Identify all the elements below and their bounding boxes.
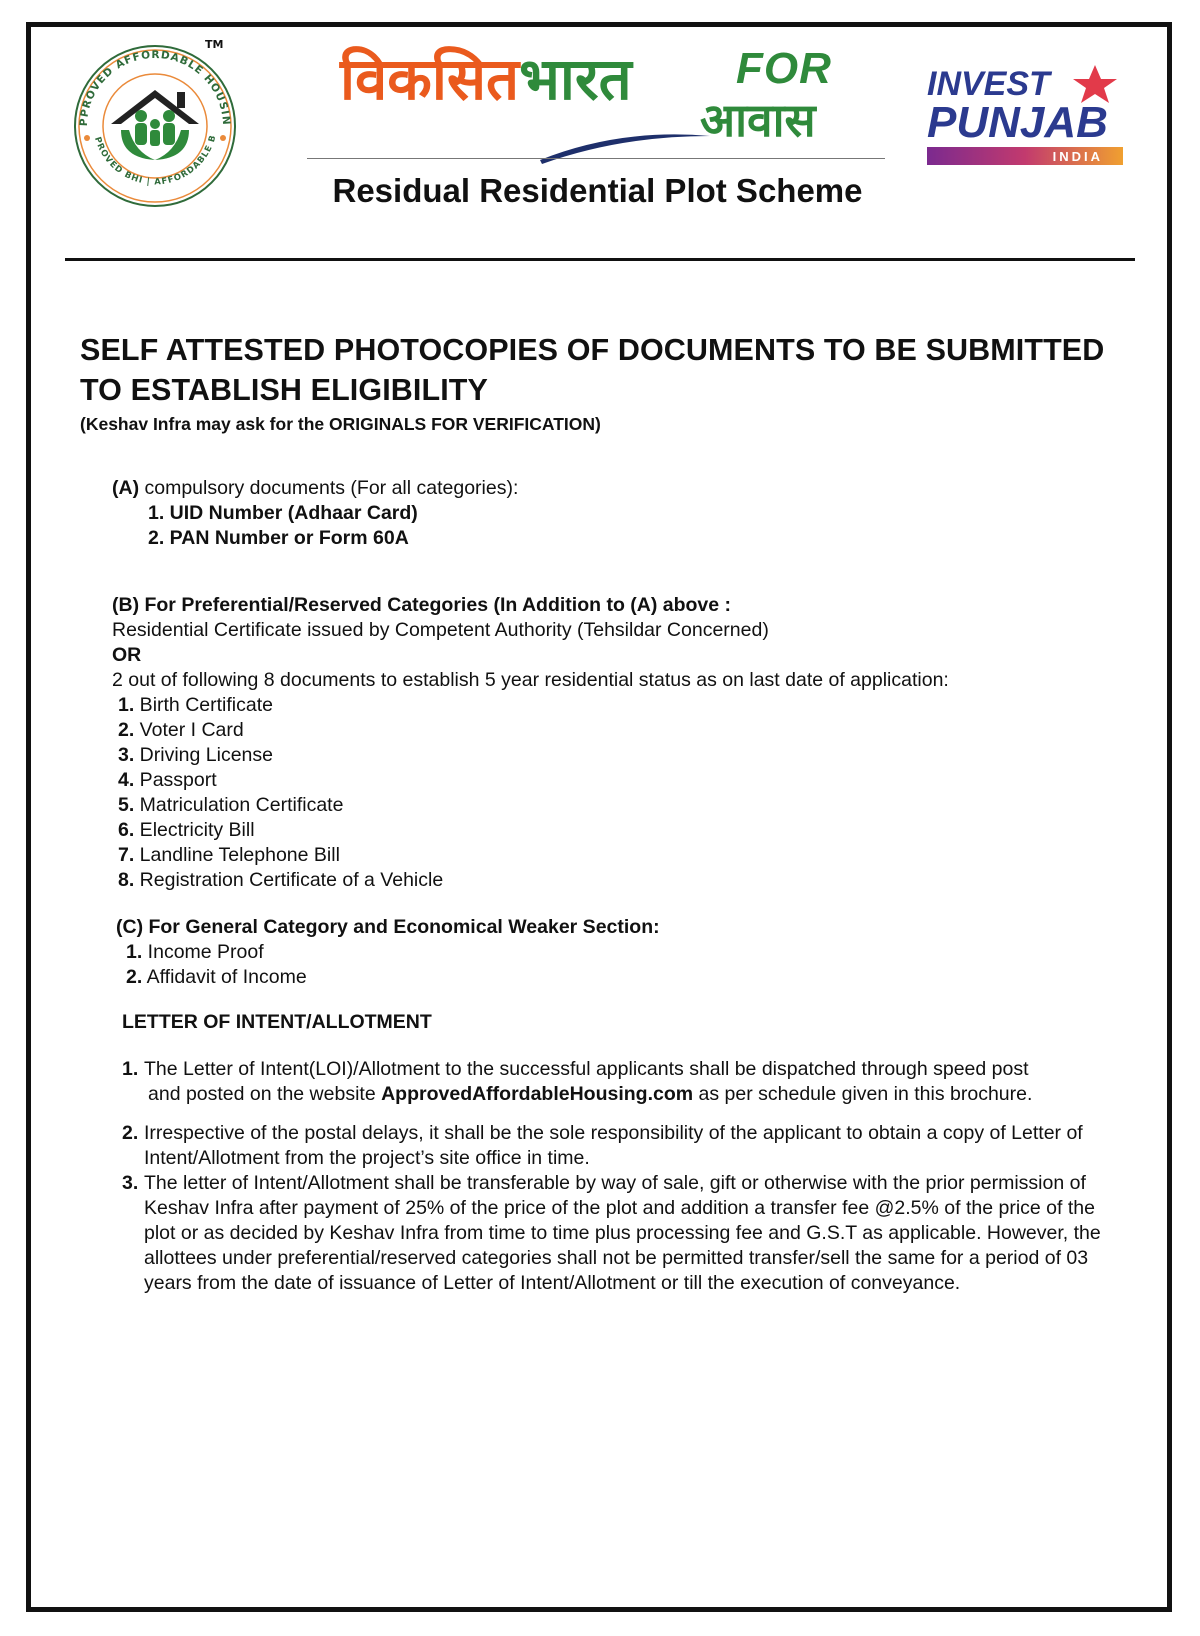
list-number: 6. — [118, 819, 135, 841]
note-prefix: (Keshav Infra may ask for the — [80, 414, 329, 434]
loi-paragraph-2 — [122, 1121, 1122, 1171]
list-text: Landline Telephone Bill — [134, 844, 340, 866]
list-number: 1. — [118, 694, 135, 716]
loi-number: 3. — [122, 1172, 139, 1194]
trademark-label: TM — [205, 38, 224, 51]
section-c — [116, 915, 1140, 990]
header-divider — [307, 158, 885, 159]
invest-word: INVEST — [927, 65, 1050, 103]
logo-ring-text-bottom: PROVED BHI | AFFORDABLE B — [91, 133, 219, 188]
loi-section — [122, 1057, 1122, 1296]
list-text: Affidavit of Income — [142, 966, 307, 988]
loi-paragraph-1 — [122, 1057, 1122, 1107]
section-b — [112, 593, 1140, 893]
list-text: Driving License — [134, 744, 273, 766]
logo-ring-text-top: PPROVED AFFORDABLE HOUSIN — [77, 48, 233, 127]
section-b-label: (B) For Preferential/Reserved Categories (In Addition to (A) above : — [112, 594, 732, 616]
verification-note — [80, 412, 1140, 436]
list-item — [118, 743, 1140, 768]
list-number: 8. — [118, 869, 135, 891]
list-number: 3. — [118, 744, 135, 766]
main-heading — [80, 330, 1140, 410]
section-b-or: OR — [112, 644, 142, 666]
list-item — [118, 693, 1140, 718]
scheme-title: Residual Residential Plot Scheme — [332, 172, 863, 209]
section-b-line1: Residential Certificate issued by Competent Authority (Tehsildar Concerned) — [112, 619, 769, 641]
list-item — [118, 868, 1140, 893]
list-text: Birth Certificate — [134, 694, 273, 716]
header-separator — [65, 258, 1135, 261]
list-item — [126, 940, 1140, 965]
bharat-word: भारत — [519, 45, 632, 113]
approved-affordable-housing-logo — [65, 34, 245, 214]
section-a — [112, 476, 1140, 551]
list-number: 2. — [126, 966, 143, 988]
loi-p2-text: Irrespective of the postal delays, it shall be the sole responsibility of the applicant to obtain a copy of Letter of Intent/Allotment from the project’s site office in time. — [144, 1122, 1083, 1169]
main-heading-line1: SELF ATTESTED PHOTOCOPIES OF DOCUMENTS TO BE SUBMITTED — [80, 333, 1105, 367]
list-item — [126, 965, 1140, 990]
document-body — [80, 330, 1140, 1296]
list-item — [118, 793, 1140, 818]
website-link-text: ApprovedAffordableHousing.com — [381, 1083, 694, 1105]
list-number: 7. — [118, 844, 135, 866]
list-text: Income Proof — [142, 941, 264, 963]
list-text: Matriculation Certificate — [134, 794, 344, 816]
loi-number: 1. — [122, 1058, 139, 1080]
punjab-word: PUNJAB — [927, 98, 1108, 147]
section-a-label: (A) — [112, 477, 140, 499]
viksit-bharat-text — [340, 44, 632, 114]
list-item — [118, 768, 1140, 793]
loi-p1-line2-pre: and posted on the website — [148, 1083, 382, 1105]
viksit-word: विकसित — [340, 45, 520, 113]
loi-p3-text: The letter of Intent/Allotment shall be transferable by way of sale, gift or otherwise with the prior permission of Keshav Infra after payment of 25% of the price of the plot and addition a transfer fee @2.5% of the price of the plot or as decided by Keshav Infra from time to time plus processing fee and G.S.T as applicable. However, the allottees under preferential/reserved categories shall not be permitted transfer/sell the same for a period of 03 years from the date of issuance of Letter of Intent/Allotment or till the execution of conveyance. — [144, 1172, 1101, 1294]
india-word: INDIA — [1052, 149, 1103, 164]
section-b-line2: 2 out of following 8 documents to establish 5 year residential status as on last date of application: — [112, 669, 949, 691]
loi-p1-line2-post: as per schedule given in this brochure. — [693, 1083, 1033, 1105]
list-text: Passport — [134, 769, 217, 791]
loi-heading: LETTER OF INTENT/ALLOTMENT — [122, 1011, 432, 1033]
list-number: 4. — [118, 769, 135, 791]
list-number: 1. — [126, 941, 143, 963]
main-heading-line2: TO ESTABLISH ELIGIBILITY — [80, 373, 488, 407]
list-number: 5. — [118, 794, 135, 816]
section-c-label: (C) For General Category and Economical Weaker Section: — [116, 916, 660, 938]
section-a-item: 1. UID Number (Adhaar Card) — [148, 502, 418, 524]
section-a-title: compulsory documents (For all categories): — [139, 477, 519, 499]
list-text: Electricity Bill — [134, 819, 255, 841]
section-a-item: 2. PAN Number or Form 60A — [148, 527, 409, 549]
viksit-bharat-logo — [340, 44, 880, 159]
invest-punjab-logo — [925, 55, 1140, 175]
loi-p1-line1: The Letter of Intent(LOI)/Allotment to the successful applicants shall be dispatched through speed post — [144, 1058, 1029, 1080]
for-word: FOR — [736, 44, 832, 93]
loi-number: 2. — [122, 1122, 139, 1144]
note-emphasis: ORIGINALS FOR VERIFICATION) — [328, 414, 601, 434]
awas-word: आवास — [700, 93, 816, 147]
loi-paragraph-3 — [122, 1171, 1122, 1296]
list-text: Registration Certificate of a Vehicle — [134, 869, 444, 891]
list-item — [118, 718, 1140, 743]
list-item — [118, 843, 1140, 868]
swoosh-graphic — [380, 106, 720, 166]
list-number: 2. — [118, 719, 135, 741]
list-text: Voter I Card — [134, 719, 244, 741]
list-item — [118, 818, 1140, 843]
